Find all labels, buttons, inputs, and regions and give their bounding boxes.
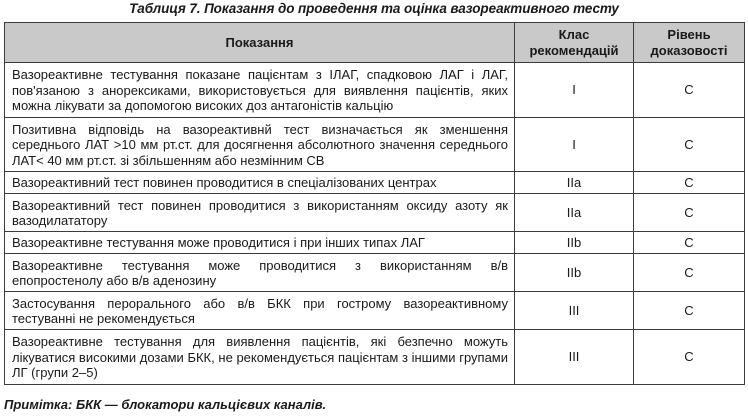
- indication-cell: Застосування перорального або в/в БКК при гострому вазореактивному тестуванні не рекомендується: [5, 292, 515, 330]
- header-level-line2: доказовості: [650, 42, 728, 58]
- indication-cell: Вазореактивний тест повинен проводитися з використанням оксиду азоту як вазодилататору: [5, 194, 515, 232]
- table-header-row: [5, 23, 745, 63]
- class-cell: III: [515, 292, 634, 330]
- table-row: [5, 172, 745, 194]
- class-cell: IIa: [515, 194, 634, 232]
- indication-cell: Вазореактивне тестування показане пацієнтам з ІЛАГ, спадковою ЛАГ і ЛАГ, пов'язаною з анорексиками, використовується для виявлення пацієнтів, яких можна лікувати за допомогою високих доз антагоністів кальцію: [5, 63, 515, 118]
- table-row: [5, 254, 745, 292]
- header-class-line2: рекомендацій: [529, 42, 619, 58]
- level-cell: C: [634, 330, 745, 385]
- table-row: [5, 330, 745, 385]
- table-row: [5, 232, 745, 254]
- level-cell: C: [634, 292, 745, 330]
- indication-cell: Вазореактивне тестування може проводитися з використанням в/в епопростенолу або в/в аденозину: [5, 254, 515, 292]
- table-title: Таблиця 7. Показання до проведення та оцінка вазореактивного тесту: [129, 1, 619, 16]
- level-cell: C: [634, 194, 745, 232]
- indication-cell: Вазореактивне тестування для виявлення пацієнтів, які безпечно можуть лікуватися високими дозами БКК, не рекомендується пацієнтам з іншими групами ЛГ (групи 2–5): [5, 330, 515, 385]
- table-row: [5, 63, 745, 118]
- level-cell: C: [634, 254, 745, 292]
- class-cell: III: [515, 330, 634, 385]
- header-recommendation-class: [515, 23, 634, 63]
- indication-cell: Вазореактивний тест повинен проводитися в спеціалізованих центрах: [5, 172, 515, 194]
- table-row: [5, 118, 745, 172]
- level-cell: C: [634, 232, 745, 254]
- class-cell: IIb: [515, 254, 634, 292]
- class-cell: IIa: [515, 172, 634, 194]
- indication-cell: Позитивна відповідь на вазореактивнй тест визначається як зменшення середнього ЛАТ >10 мм рт.ст. для досягнення абсолютного значення середнього ЛАТ< 40 мм рт.ст. зі збільшенням або незмінним СВ: [5, 118, 515, 172]
- recommendations-table: [4, 22, 745, 385]
- level-cell: C: [634, 172, 745, 194]
- header-indication: Показання: [5, 23, 515, 63]
- table-footnote: Примітка: БКК — блокатори кальцієвих каналів.: [4, 397, 327, 412]
- class-cell: I: [515, 63, 634, 118]
- level-cell: C: [634, 118, 745, 172]
- indication-cell: Вазореактивне тестування може проводитися і при інших типах ЛАГ: [5, 232, 515, 254]
- header-level-line1: Рівень: [667, 27, 711, 42]
- header-class-line1: Клас: [558, 27, 590, 42]
- class-cell: I: [515, 118, 634, 172]
- header-evidence-level: [634, 23, 745, 63]
- level-cell: C: [634, 63, 745, 118]
- table-row: [5, 292, 745, 330]
- class-cell: IIb: [515, 232, 634, 254]
- table-row: [5, 194, 745, 232]
